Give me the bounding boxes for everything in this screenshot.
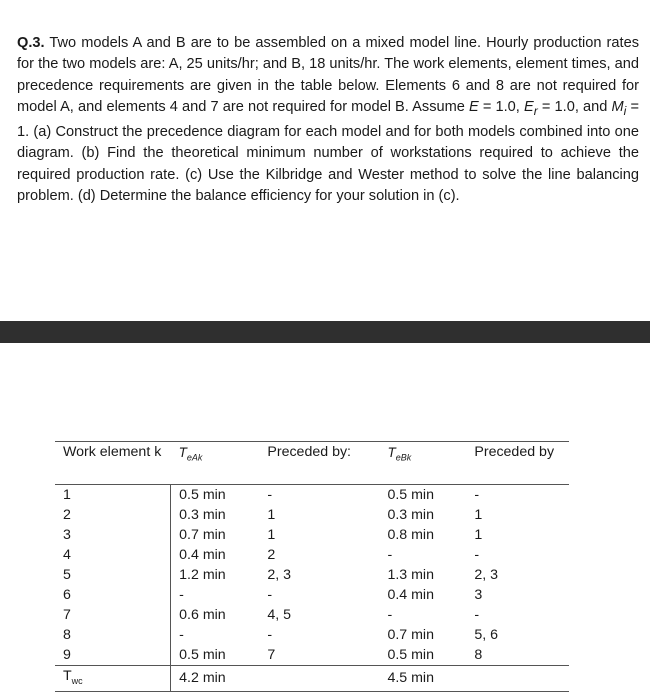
cell-pred-b: - xyxy=(474,487,480,503)
cell-tea: 0.5 min xyxy=(179,487,226,503)
table-header-row xyxy=(55,442,569,485)
question-number: Q.3. xyxy=(17,35,45,51)
total-label-subscript: wc xyxy=(71,675,83,686)
cell-pred-a: 2, 3 xyxy=(267,567,292,583)
cell-pred-b: 1 xyxy=(474,507,483,523)
cell-k: 9 xyxy=(55,645,171,666)
cell-tea: - xyxy=(179,627,184,643)
table-row xyxy=(55,545,569,565)
cell-pred-a: 1 xyxy=(267,527,276,543)
header-teb-symbol: T xyxy=(387,445,396,460)
cell-tea: 1.2 min xyxy=(179,567,226,583)
cell-k: 1 xyxy=(55,485,171,506)
er-subscript: r xyxy=(533,103,538,118)
cell-pred-a: 7 xyxy=(267,647,276,663)
header-teb xyxy=(375,442,464,485)
cell-teb: 1.3 min xyxy=(387,567,434,583)
cell-pred-b: 8 xyxy=(474,647,483,663)
e-value: = 1.0, xyxy=(478,98,524,115)
cell-tea: 0.6 min xyxy=(179,607,226,623)
cell-pred-a: 4, 5 xyxy=(267,607,292,623)
cell-teb: - xyxy=(387,547,393,563)
cell-total-teb: 4.5 min xyxy=(375,666,464,692)
cell-tea: 0.4 min xyxy=(179,547,226,563)
question-body-1: Two models A and B are to be assembled on a mixed model line. Hourly production rates for the two models are: A, 25 units/hr; and B, 18 units/hr. The work elements, element times, and precedence requirements are given in the table below. Elements 6 and 8 are not required for model A, and elements 4 and 7 are not required for model B. Assume xyxy=(17,35,639,115)
question-text xyxy=(17,33,639,207)
cell-pred-b: 2, 3 xyxy=(474,567,499,583)
table-row xyxy=(55,585,569,605)
cell-pred-a: - xyxy=(267,487,273,503)
total-label-symbol: T xyxy=(63,668,72,684)
table-row xyxy=(55,485,569,506)
cell-tea: 0.7 min xyxy=(179,527,226,543)
cell-pred-b: - xyxy=(474,547,480,563)
cell-k: 4 xyxy=(55,545,171,565)
cell-pred-a: 2 xyxy=(267,547,276,563)
cell-k: 5 xyxy=(55,565,171,585)
cell-teb: 0.7 min xyxy=(387,627,434,643)
dark-separator-band xyxy=(0,321,650,343)
cell-total-pred-a xyxy=(259,666,375,692)
header-tea xyxy=(171,442,260,485)
cell-pred-a: - xyxy=(267,587,273,603)
e-symbol: E xyxy=(469,98,479,115)
cell-teb: - xyxy=(387,607,393,623)
table-row xyxy=(55,505,569,525)
cell-pred-a: - xyxy=(267,627,273,643)
header-work-element: Work element k xyxy=(55,442,171,485)
cell-pred-b: 3 xyxy=(474,587,483,603)
cell-k: 7 xyxy=(55,605,171,625)
cell-tea: 0.5 min xyxy=(179,647,226,663)
cell-teb: 0.5 min xyxy=(387,487,434,503)
work-element-table xyxy=(55,441,569,692)
header-tea-subscript: eAk xyxy=(186,452,203,463)
cell-teb: 0.8 min xyxy=(387,527,434,543)
cell-teb: 0.4 min xyxy=(387,587,434,603)
cell-k: 6 xyxy=(55,585,171,605)
header-preceded-by-a: Preceded by: xyxy=(259,442,375,485)
cell-k: 2 xyxy=(55,505,171,525)
table-row xyxy=(55,525,569,545)
header-tea-symbol: T xyxy=(178,445,187,460)
table-row xyxy=(55,565,569,585)
cell-k: 8 xyxy=(55,625,171,645)
header-teb-subscript: eBk xyxy=(395,452,412,463)
cell-pred-b: 1 xyxy=(474,527,483,543)
cell-teb: 0.5 min xyxy=(387,647,434,663)
header-preceded-by-b: Preceded by xyxy=(464,442,569,485)
cell-pred-b: 5, 6 xyxy=(474,627,499,643)
cell-pred-a: 1 xyxy=(267,507,276,523)
table-row xyxy=(55,625,569,645)
cell-total-pred-b xyxy=(464,666,569,692)
table-total-row xyxy=(55,666,569,692)
cell-pred-b: - xyxy=(474,607,480,623)
m-symbol: M xyxy=(611,98,624,115)
cell-total-tea: 4.2 min xyxy=(171,666,260,692)
er-symbol: E xyxy=(523,98,534,115)
cell-tea: - xyxy=(179,587,184,603)
table-row xyxy=(55,645,569,666)
m-subscript: i xyxy=(623,103,627,118)
cell-teb: 0.3 min xyxy=(387,507,434,523)
cell-total-label xyxy=(55,666,171,692)
cell-tea: 0.3 min xyxy=(179,507,226,523)
table-row xyxy=(55,605,569,625)
cell-k: 3 xyxy=(55,525,171,545)
question-body-2: = 1. (a) Construct the precedence diagram for each model and for both models combined into one diagram. (b) Find the theoretical minimum number of workstations required to achieve the required production rate. (c) Use the Kilbridge and Wester method to solve the line balancing problem. (d) Determine the balance efficiency for your solution in (c). xyxy=(17,98,640,204)
er-value: = 1.0, and xyxy=(537,98,612,115)
